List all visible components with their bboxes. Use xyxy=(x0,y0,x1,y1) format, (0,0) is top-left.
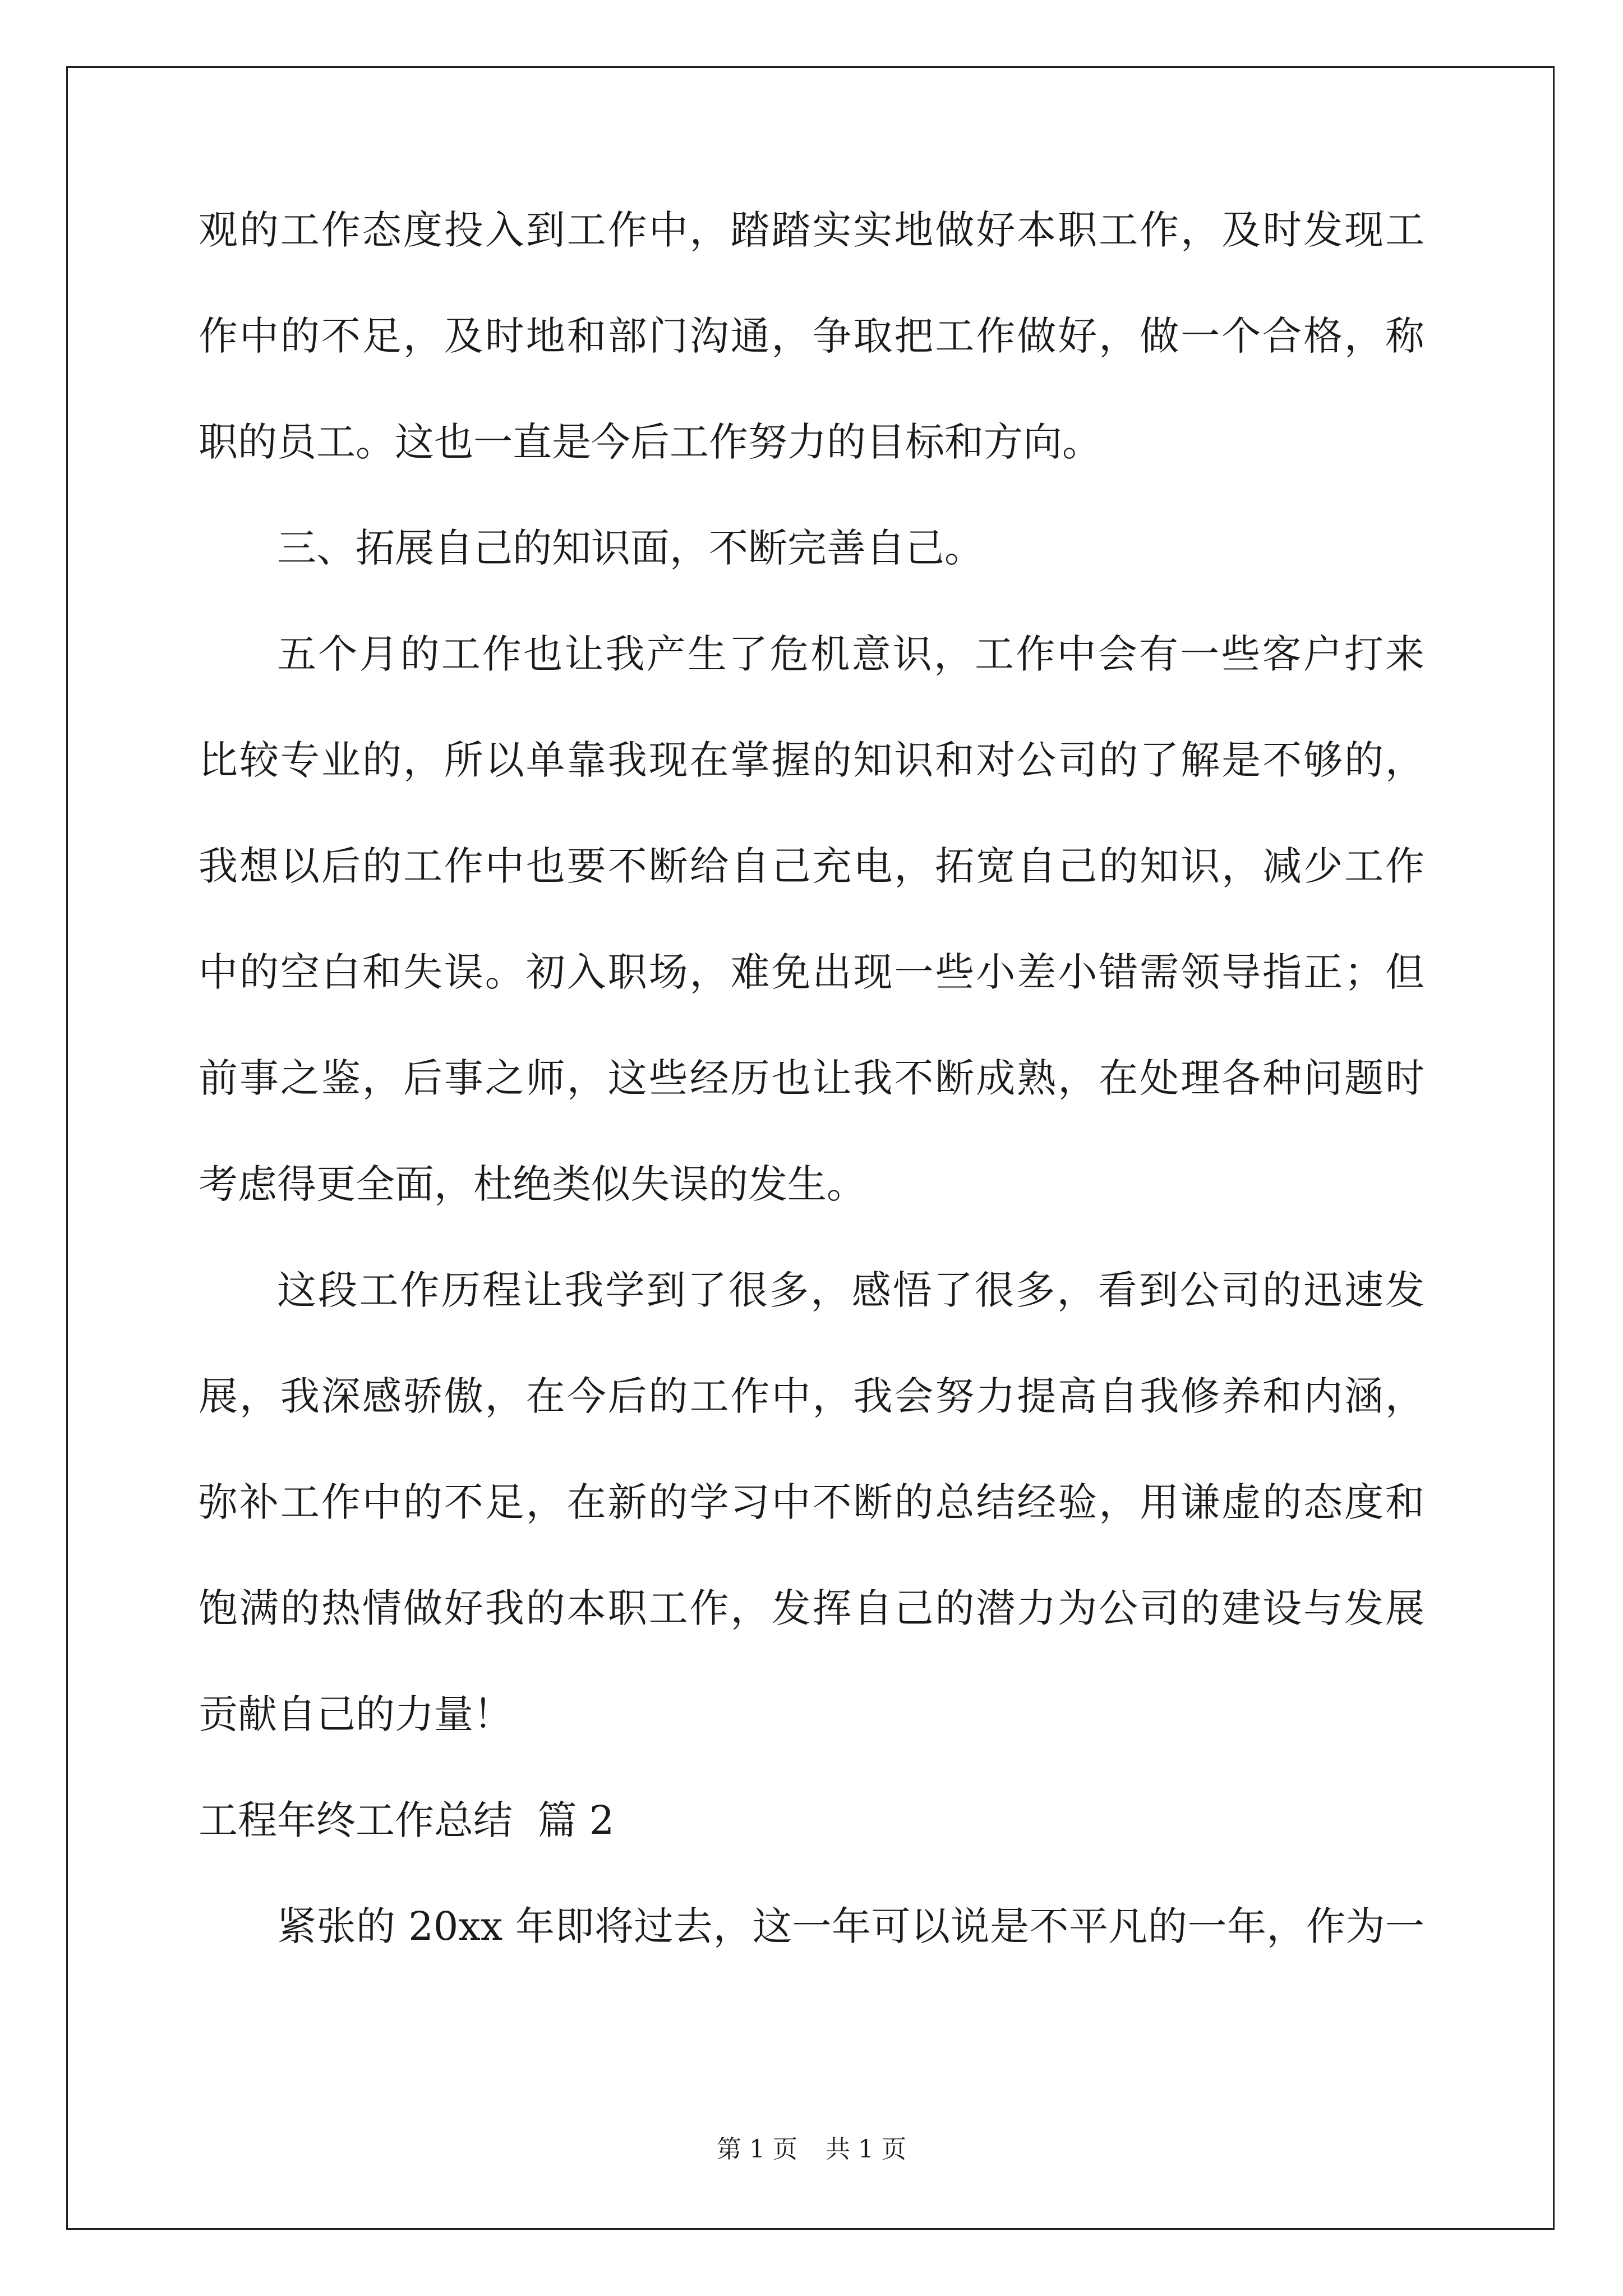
text-line: 我想以后的工作中也要不断给自己充电，拓宽自己的知识，减少工作 xyxy=(199,843,1424,889)
page-number: 第 1 页 xyxy=(717,2135,797,2164)
article-title: 工程年终工作总结 篇 2 xyxy=(199,1797,615,1843)
page-total: 共 1 页 xyxy=(826,2135,906,2164)
text-line: 弥补工作中的不足，在新的学习中不断的总结经验，用谦虚的态度和 xyxy=(199,1479,1424,1525)
section-heading: 三、拓展自己的知识面，不断完善自己。 xyxy=(277,525,984,571)
text-line: 饱满的热情做好我的本职工作，发挥自己的潜力为公司的建设与发展 xyxy=(199,1585,1424,1631)
text-line: 作中的不足，及时地和部门沟通，争取把工作做好，做一个合格，称 xyxy=(199,313,1424,359)
text-line: 前事之鉴，后事之师，这些经历也让我不断成熟，在处理各种问题时 xyxy=(199,1055,1424,1101)
text-line: 贡献自己的力量！ xyxy=(199,1691,513,1737)
text-line: 中的空白和失误。初入职场，难免出现一些小差小错需领导指正；但 xyxy=(199,949,1424,995)
text-line: 观的工作态度投入到工作中，踏踏实实地做好本职工作，及时发现工 xyxy=(199,207,1424,253)
text-line: 展，我深感骄傲，在今后的工作中，我会努力提高自我修养和内涵， xyxy=(199,1373,1424,1419)
text-line: 这段工作历程让我学到了很多，感悟了很多，看到公司的迅速发 xyxy=(277,1267,1424,1313)
text-line: 职的员工。这也一直是今后工作努力的目标和方向。 xyxy=(199,419,1101,465)
page-footer xyxy=(0,2129,1623,2165)
text-line: 比较专业的，所以单靠我现在掌握的知识和对公司的了解是不够的， xyxy=(199,737,1424,783)
text-line: 紧张的 20xx 年即将过去，这一年可以说是不平凡的一年，作为一 xyxy=(277,1903,1424,1949)
text-line: 考虑得更全面，杜绝类似失误的发生。 xyxy=(199,1161,866,1207)
text-line: 五个月的工作也让我产生了危机意识，工作中会有一些客户打来 xyxy=(277,631,1424,677)
